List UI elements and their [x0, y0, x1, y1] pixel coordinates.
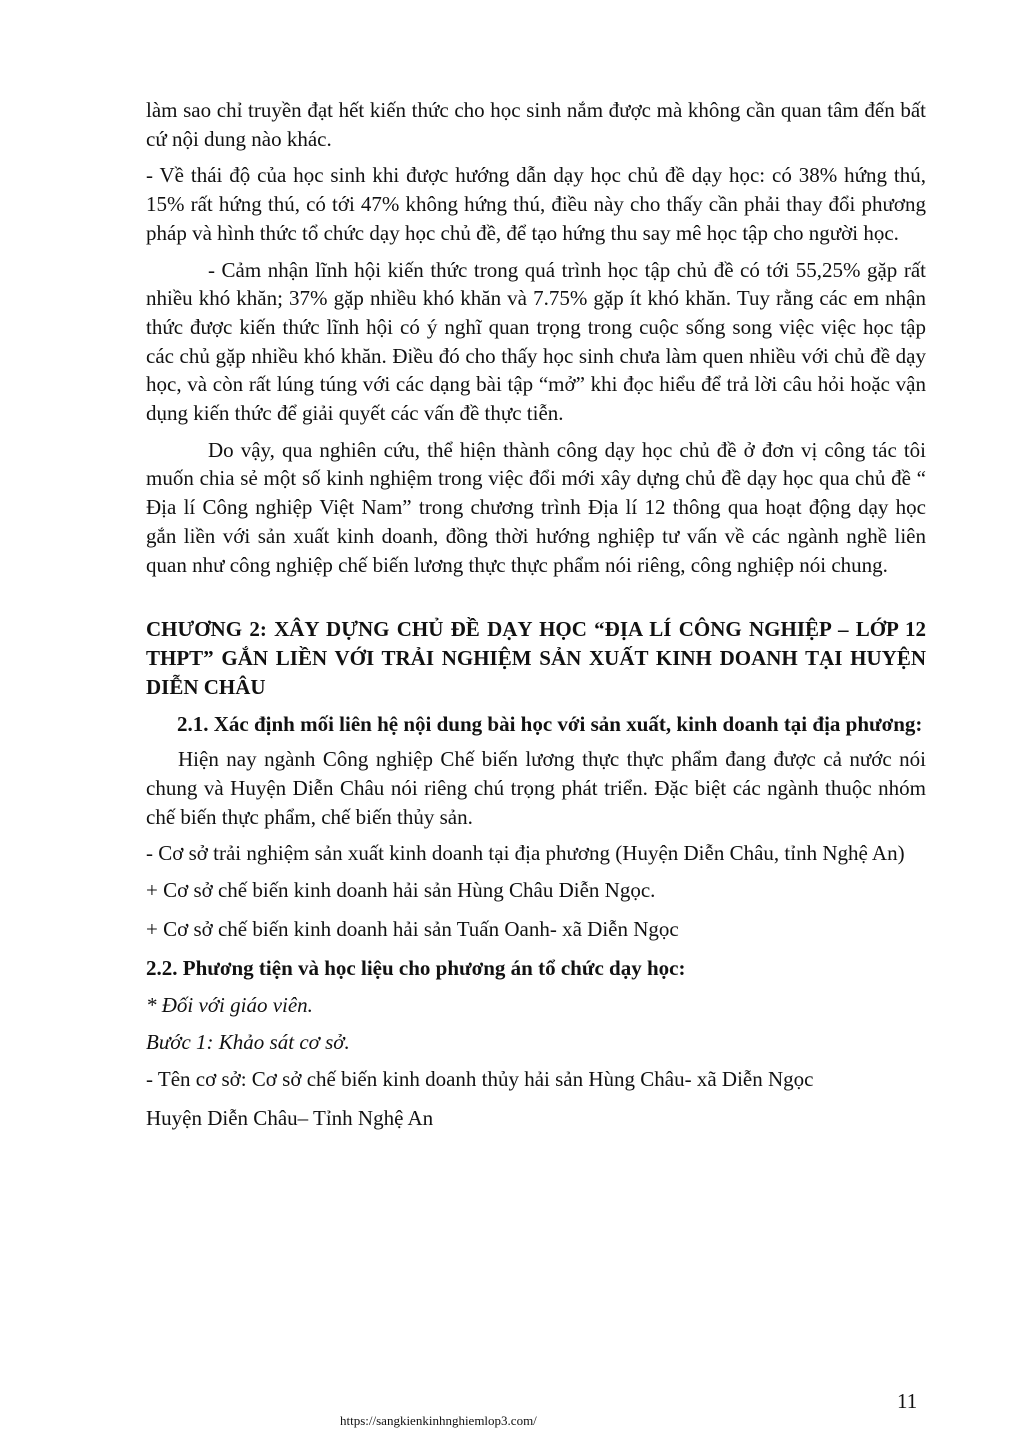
facilities-intro: - Cơ sở trải nghiệm sản xuất kinh doanh tại địa phương (Huyện Diễn Châu, tỉnh Nghệ An) [146, 841, 905, 866]
section-2-2-heading: 2.2. Phương tiện và học liệu cho phương án tổ chức dạy học: [146, 956, 686, 981]
section-2-1-heading: 2.1. Xác định mối liên hệ nội dung bài học với sản xuất, kinh doanh tại địa phương: [177, 712, 923, 737]
paragraph-knowledge-perception: - Cảm nhận lĩnh hội kiến thức trong quá trình học tập chủ đề có tới 55,25% gặp rất nhiều khó khăn; 37% gặp nhiều khó khăn và 7.75% gặp ít khó khăn. Tuy rằng các em nhận thức được kiến thức lĩnh hội có ý nghĩ quan trọng trong cuộc sống song việc việc học tập các chủ gặp nhiều khó khăn. Điều đó cho thấy học sinh chưa làm quen nhiều với chủ đề dạy học, và còn rất lúng túng với các dạng bài tập “mở” khi đọc hiểu để trả lời câu hỏi hoặc vận dụng kiến thức để giải quyết các vấn đề thực tiễn. [146, 257, 926, 426]
step-1-label: Bước 1: Khảo sát cơ sở. [146, 1030, 350, 1055]
document-page [146, 96, 926, 1143]
teacher-label: * Đối với giáo viên. [146, 993, 313, 1018]
facility-item-1: + Cơ sở chế biến kinh doanh hải sản Hùng Châu Diễn Ngọc. [146, 878, 656, 903]
paragraph-continuation: làm sao chỉ truyền đạt hết kiến thức cho học sinh nắm được mà không cần quan tâm đến bất cứ nội dung nào khác. [146, 98, 926, 151]
facility-item-2: + Cơ sở chế biến kinh doanh hải sản Tuấn Oanh- xã Diễn Ngọc [146, 917, 679, 942]
footer-url: https://sangkienkinhnghiemlop3.com/ [340, 1413, 537, 1428]
paragraph-conclusion: Do vậy, qua nghiên cứu, thể hiện thành công dạy học chủ đề ở đơn vị công tác tôi muốn chia sẻ một số kinh nghiệm trong việc đổi mới xây dựng chủ đề dạy học qua chủ đề “ Địa lí Công nghiệp Việt Nam” trong chương trình Địa lí 12 thông qua hoạt động dạy học gắn liền với sản xuất kinh doanh, đồng thời hướng nghiệp tư vấn về các ngành nghề liên quan như công nghiệp chế biến lương thực thực phẩm nói riêng, công nghiệp nói chung. [146, 437, 926, 577]
facility-address: Huyện Diễn Châu– Tỉnh Nghệ An [146, 1106, 434, 1131]
page-number: 11 [897, 1389, 918, 1413]
facility-name: - Tên cơ sở: Cơ sở chế biến kinh doanh thủy hải sản Hùng Châu- xã Diễn Ngọc [146, 1067, 814, 1092]
section-2-1-body: Hiện nay ngành Công nghiệp Chế biến lương thực thực phẩm đang được cả nước nói chung và Huyện Diễn Châu nói riêng chú trọng phát triển. Đặc biệt các ngành thuộc nhóm chế biến thực phẩm, chế biến thủy sản. [146, 747, 926, 829]
paragraph-student-attitude: - Về thái độ của học sinh khi được hướng dẫn dạy học chủ đề dạy học: có 38% hứng thú, 15% rất hứng thú, có tới 47% không hứng thú, điều này cho thấy cần phải thay đổi phương pháp và hình thức tổ chức dạy học chủ đề, để tạo hứng thu say mê học tập cho người học. [146, 163, 926, 245]
chapter-title: CHƯƠNG 2: XÂY DỰNG CHỦ ĐỀ DẠY HỌC “ĐỊA LÍ CÔNG NGHIỆP – LỚP 12 THPT” GẮN LIỀN VỚI TRẢI NGHIỆM SẢN XUẤT KINH DOANH TẠI HUYỆN DIỄN CHÂU [146, 617, 926, 700]
